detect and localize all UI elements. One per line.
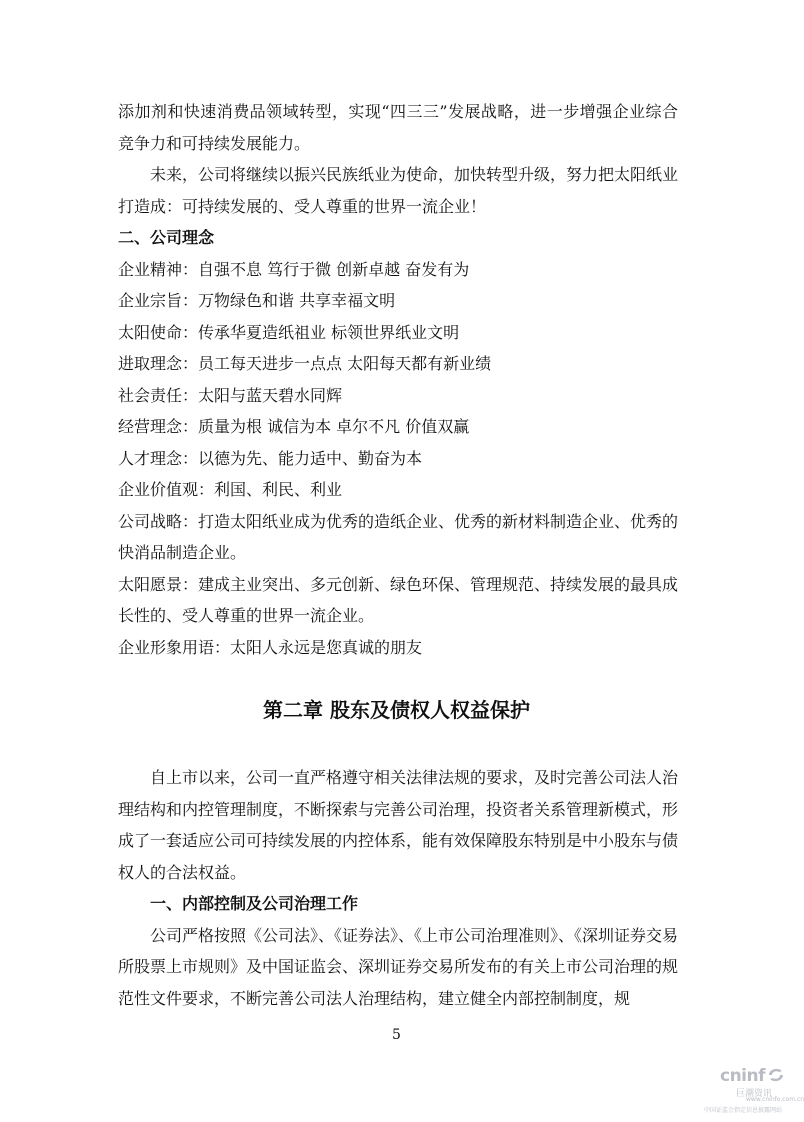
section-text-internal-control: 公司严格按照《公司法》、《证券法》、《上市公司治理准则》、《深圳证券交易所股票上市规则》及中国证监会、深圳证券交易所发布的有关上市公司治理的规范性文件要求，不断完善公司法人治理结构，建立健全内部控制制度，规 [118, 925, 679, 1008]
watermark-subtitle: 巨潮资讯 [736, 1089, 773, 1099]
cninfo-watermark [700, 1062, 804, 1116]
philosophy-strategy: 公司战略：打造太阳纸业成为优秀的造纸企业、优秀的新材料制造企业、优秀的快消品制造企业。 [118, 511, 679, 562]
intro-block [118, 96, 678, 663]
watermark-logo-text: cninf [720, 1066, 766, 1086]
philosophy-business: 经营理念：质量为根 诚信为本 卓尔不凡 价值双赢 [118, 417, 470, 436]
watermark-caption: 中国证监会指定信息披露网站 [704, 1107, 783, 1114]
philosophy-slogan: 企业形象用语：太阳人永远是您真诚的朋友 [118, 637, 423, 657]
paragraph-strategy: 添加剂和快速消费品领域转型，实现“四三三”发展战略，进一步增强企业综合竞争力和可持续发展能力。 [118, 102, 678, 153]
philosophy-vision: 太阳愿景：建成主业突出、多元创新、绿色环保、管理规范、持续发展的最具成长性的、受人尊重的世界一流企业。 [118, 574, 679, 625]
watermark-url: www.cninfo.com.cn [746, 1096, 804, 1103]
chapter-title: 第二章 股东及债权人权益保护 [263, 698, 530, 722]
chapter-body [118, 762, 678, 1014]
chapter-intro: 自上市以来，公司一直严格遵守相关法律法规的要求，及时完善公司法人治理结构和内控管理制度，不断探索与完善公司治理，投资者关系管理新模式，形成了一套适应公司可持续发展的内控体系，能有效保障股东特别是中小股东与债权人的合法权益。 [118, 768, 679, 882]
section-heading-internal-control: 一、内部控制及公司治理工作 [150, 894, 359, 913]
paragraph-future: 未来，公司将继续以振兴民族纸业为使命，加快转型升级，努力把太阳纸业打造成：可持续发展的、受人尊重的世界一流企业！ [118, 165, 679, 216]
philosophy-mission: 太阳使命：传承华夏造纸祖业 标领世界纸业文明 [118, 322, 460, 342]
cninfo-logo-icon [766, 1065, 786, 1085]
page-number: 5 [392, 1027, 401, 1043]
section-heading-philosophy: 二、公司理念 [118, 228, 215, 247]
philosophy-responsibility: 社会责任：太阳与蓝天碧水同辉 [118, 385, 343, 405]
philosophy-values: 企业价值观：利国、利民、利业 [118, 480, 343, 499]
philosophy-progress: 进取理念：员工每天进步一点点 太阳每天都有新业绩 [118, 354, 492, 373]
philosophy-purpose: 企业宗旨：万物绿色和谐 共享幸福文明 [118, 291, 396, 310]
philosophy-talent: 人才理念：以德为先、能力适中、勤奋为本 [118, 448, 423, 468]
philosophy-spirit: 企业精神：自强不息 笃行于微 创新卓越 奋发有为 [118, 259, 470, 279]
